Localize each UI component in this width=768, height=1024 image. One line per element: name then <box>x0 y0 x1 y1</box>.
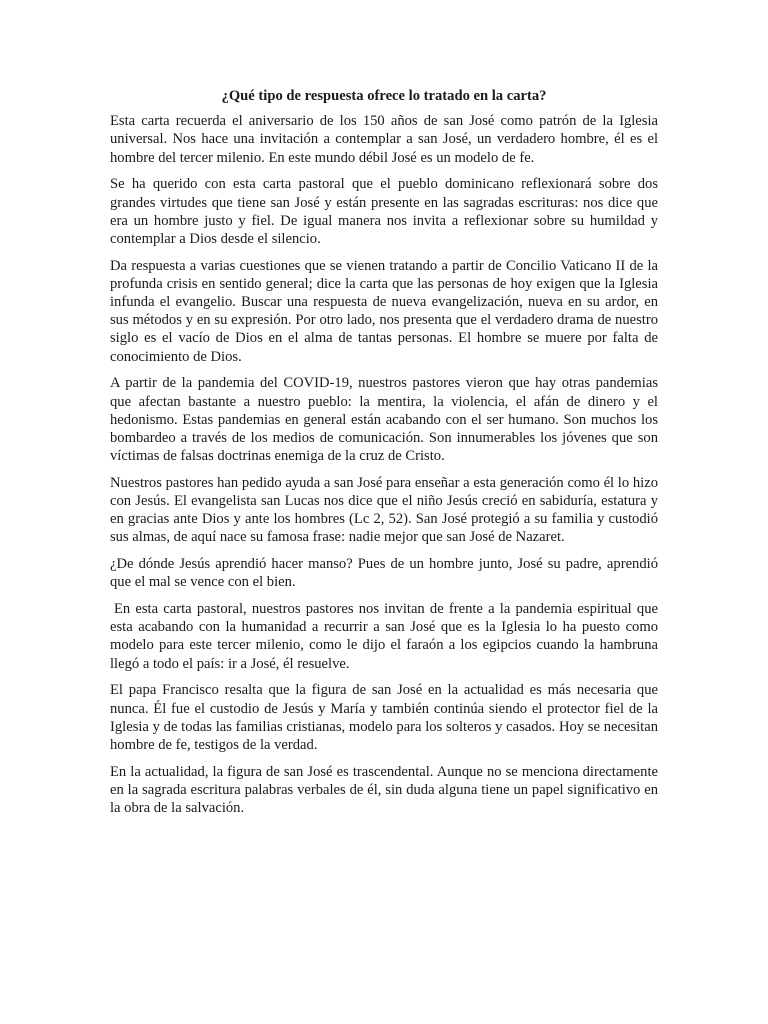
paragraph-8: El papa Francisco resalta que la figura de san José en la actualidad es más necesaria que nunca. Él fue el custodio de Jesús y María y también continúa siendo el protector fiel de la Iglesia y de todas las familias cristianas, modelo para los solteros y casados. Hoy se necesitan hombre de fe, testigos de la verdad. <box>110 682 658 753</box>
paragraph-5: Nuestros pastores han pedido ayuda a san José para enseñar a esta generación como él lo hizo con Jesús. El evangelista san Lucas nos dice que el niño Jesús creció en sabiduría, estatura y en gracias ante Dios y ante los hombres (Lc 2, 52). San José protegió a su familia y custodió sus almas, de aquí nace su famosa frase: nadie mejor que san José de Nazaret. <box>110 474 658 546</box>
paragraph-1: Esta carta recuerda el aniversario de los 150 años de san José como patrón de la Iglesia universal. Nos hace una invitación a contemplar a san José, un verdadero hombre, él es el hombre del tercer milenio. En este mundo débil José es un modelo de fe. <box>110 113 658 166</box>
document-title: ¿Qué tipo de respuesta ofrece lo tratado en la carta? <box>221 88 547 104</box>
paragraph-6: ¿De dónde Jesús aprendió hacer manso? Pues de un hombre junto, José su padre, aprendió que el mal se vence con el bien. <box>110 556 658 591</box>
paragraph-3: Da respuesta a varias cuestiones que se vienen tratando a partir de Concilio Vaticano II de la profunda crisis en sentido general; dice la carta que las personas de hoy exigen que la Iglesia infunda el evangelio. Buscar una respuesta de nueva evangelización, nueva en su ardor, en sus métodos y en su expresión. Por otro lado, nos presenta que el verdadero drama de nuestro siglo es el vacío de Dios en el alma de tantas personas. El hombre se muere por falta de conocimiento de Dios. <box>110 257 658 365</box>
document-page <box>110 87 658 826</box>
paragraph-9: En la actualidad, la figura de san José es trascendental. Aunque no se menciona directamente en la sagrada escritura palabras verbales de él, sin duda alguna tiene un papel significativo en la obra de la salvación. <box>110 763 658 817</box>
paragraph-7: En esta carta pastoral, nuestros pastores nos invitan de frente a la pandemia espiritual que esta acabando con la humanidad a recurrir a san José que es la Iglesia lo ha puesto como modelo para este tercer milenio, como le dijo el faraón a los egipcios cuando la hambruna llegó a todo el país: ir a José, él resuelve. <box>110 601 658 672</box>
paragraph-2: Se ha querido con esta carta pastoral que el pueblo dominicano reflexionará sobre dos grandes virtudes que tiene san José y están presente en las sagradas escrituras: nos dice que era un hombre justo y fiel. De igual manera nos invita a reflexionar sobre su humildad y contemplar a Dios desde el silencio. <box>110 176 658 247</box>
paragraph-4: A partir de la pandemia del COVID-19, nuestros pastores vieron que hay otras pandemias que afectan bastante a nuestro pueblo: la mentira, la violencia, el afán de dinero y el hedonismo. Estas pandemias en general están acabando con el ser humano. Son muchos los bombardeo a través de los medios de comunicación. Son innumerables los jóvenes que son víctimas de falsas doctrinas enemiga de la cruz de Cristo. <box>110 375 658 465</box>
